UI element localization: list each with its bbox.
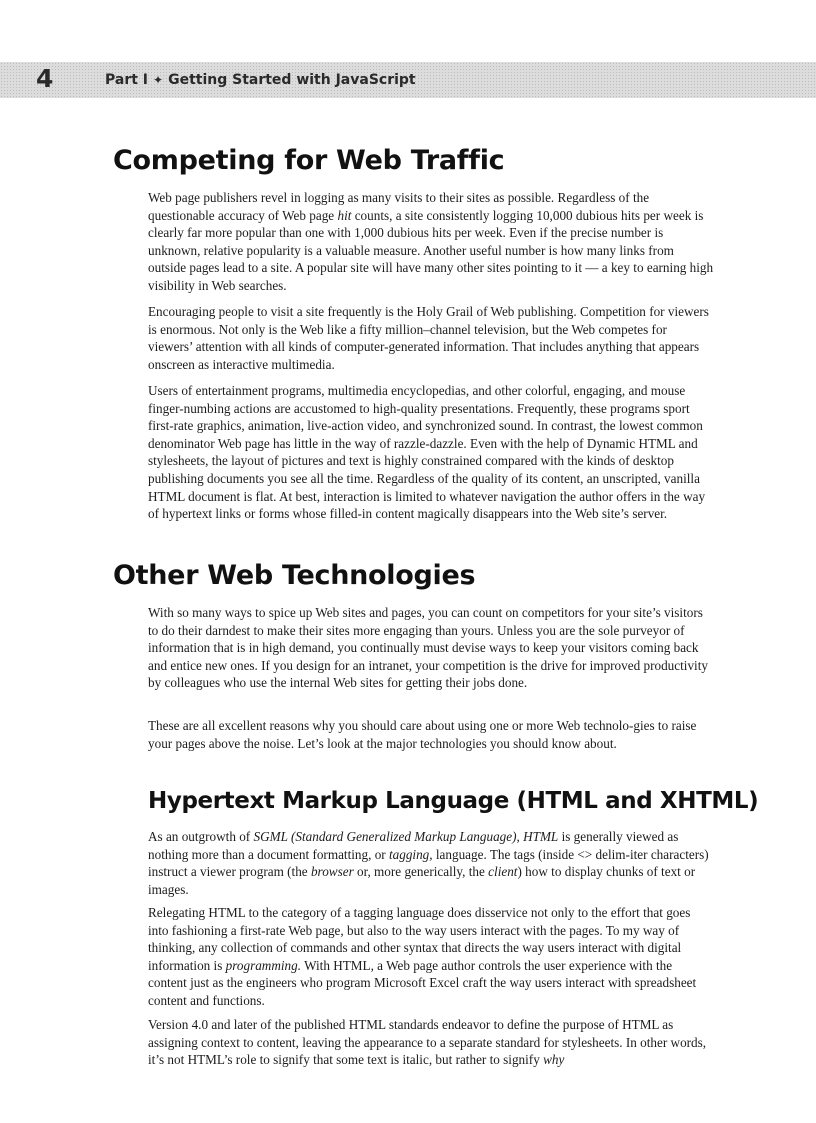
page-number: 4: [36, 64, 54, 93]
paragraph: Version 4.0 and later of the published HTML standards endeavor to define the purpose of HTML as assigning context to content, leaving the appearance to a separate standard for stylesheets. In other words, it’s not HTML’s role to signify that some text is italic, but rather to signify why: [148, 1017, 707, 1068]
running-header: [0, 62, 816, 98]
running-title: [105, 70, 416, 90]
section-heading: Other Web Technologies: [113, 560, 476, 591]
italic-term: client: [488, 864, 518, 880]
diamond-icon: ✦: [153, 73, 164, 87]
italic-term: HTML: [523, 829, 559, 844]
italic-term: SGML (Standard Generalized Markup Language): [253, 829, 517, 844]
section-heading: Competing for Web Traffic: [113, 145, 505, 176]
paragraph: These are all excellent reasons why you should care about using one or more Web technolo-gies to raise your pages above the noise. Let’s look at the major technologies you should know about.: [148, 718, 697, 751]
subsection-heading: Hypertext Markup Language (HTML and XHTML): [148, 788, 759, 814]
paragraph: As an outgrowth of SGML (Standard Generalized Markup Language), HTML is generally viewed as nothing more than a document formatting, or tagging, language. The tags (inside <> delim-iter characters) instruct a viewer program (the browser or, more generically, the client) how to display chunks of text or images.: [148, 829, 709, 897]
chapter-title: Getting Started with JavaScript: [168, 72, 416, 88]
paragraph: Relegating HTML to the category of a tagging language does disservice not only to the effort that goes into fashioning a first-rate Web page, but also to the way users interact with the pages. To my way of thinking, any collection of commands and other syntax that directs the way users interact with digital information is programming. With HTML, a Web page author controls the user experience with the content just as the engineers who program Microsoft Excel craft the way users interact with spreadsheet content and functions.: [148, 905, 697, 1008]
part-label: Part I: [105, 72, 149, 88]
italic-term: tagging,: [388, 846, 433, 862]
paragraph: With so many ways to spice up Web sites and pages, you can count on competitors for your site’s visitors to do their darndest to make their sites more engaging than yours. Unless you are the sole purveyor of information that is in high demand, you continually must devise ways to keep your visitors coming back and entice new ones. If you design for an intranet, your competition is the drive for improved productivity by colleagues who use the internal Web sites for getting their jobs done.: [148, 605, 708, 691]
paragraph: Users of entertainment programs, multimedia encyclopedias, and other colorful, engaging, and mouse finger-numbing actions are accustomed to high-quality presentations. Frequently, these programs sport first-rate graphics, animation, live-action video, and synchronized sound. In contrast, the lowest common denominator Web page has little in the way of razzle-dazzle. Even with the help of Dynamic HTML and stylesheets, the layout of pictures and text is highly constrained compared with the kinds of desktop publishing documents you see all the time. Regardless of the quality of its content, an unscripted, vanilla HTML document is flat. At best, interaction is limited to whatever navigation the author offers in the way of hypertext links or forms whose filled-in content magically disappears into the Web site’s server.: [148, 383, 706, 522]
italic-term: why: [543, 1052, 565, 1068]
italic-term: hit: [337, 207, 352, 223]
italic-term: programming.: [225, 957, 302, 973]
paragraph: Encouraging people to visit a site frequently is the Holy Grail of Web publishing. Competition for viewers is enormous. Not only is the Web like a fifty million–channel television, but the Web competes for viewers’ attention with all kinds of computer-generated information. That includes anything that appears onscreen as interactive multimedia.: [148, 304, 709, 372]
italic-term: browser: [310, 864, 354, 880]
paragraph: Web page publishers revel in logging as many visits to their sites as possible. Regardless of the questionable accuracy of Web page hit counts, a site consistently logging 10,000 dubious hits per week is clearly far more popular than one with 1,000 dubious hits per week. Even if the precise number is unknown, relative popularity is a valuable measure. Another useful number is how many links from outside pages lead to a site. A popular site will have many other sites pointing to it — a key to earning high visibility in Web searches.: [148, 190, 714, 293]
